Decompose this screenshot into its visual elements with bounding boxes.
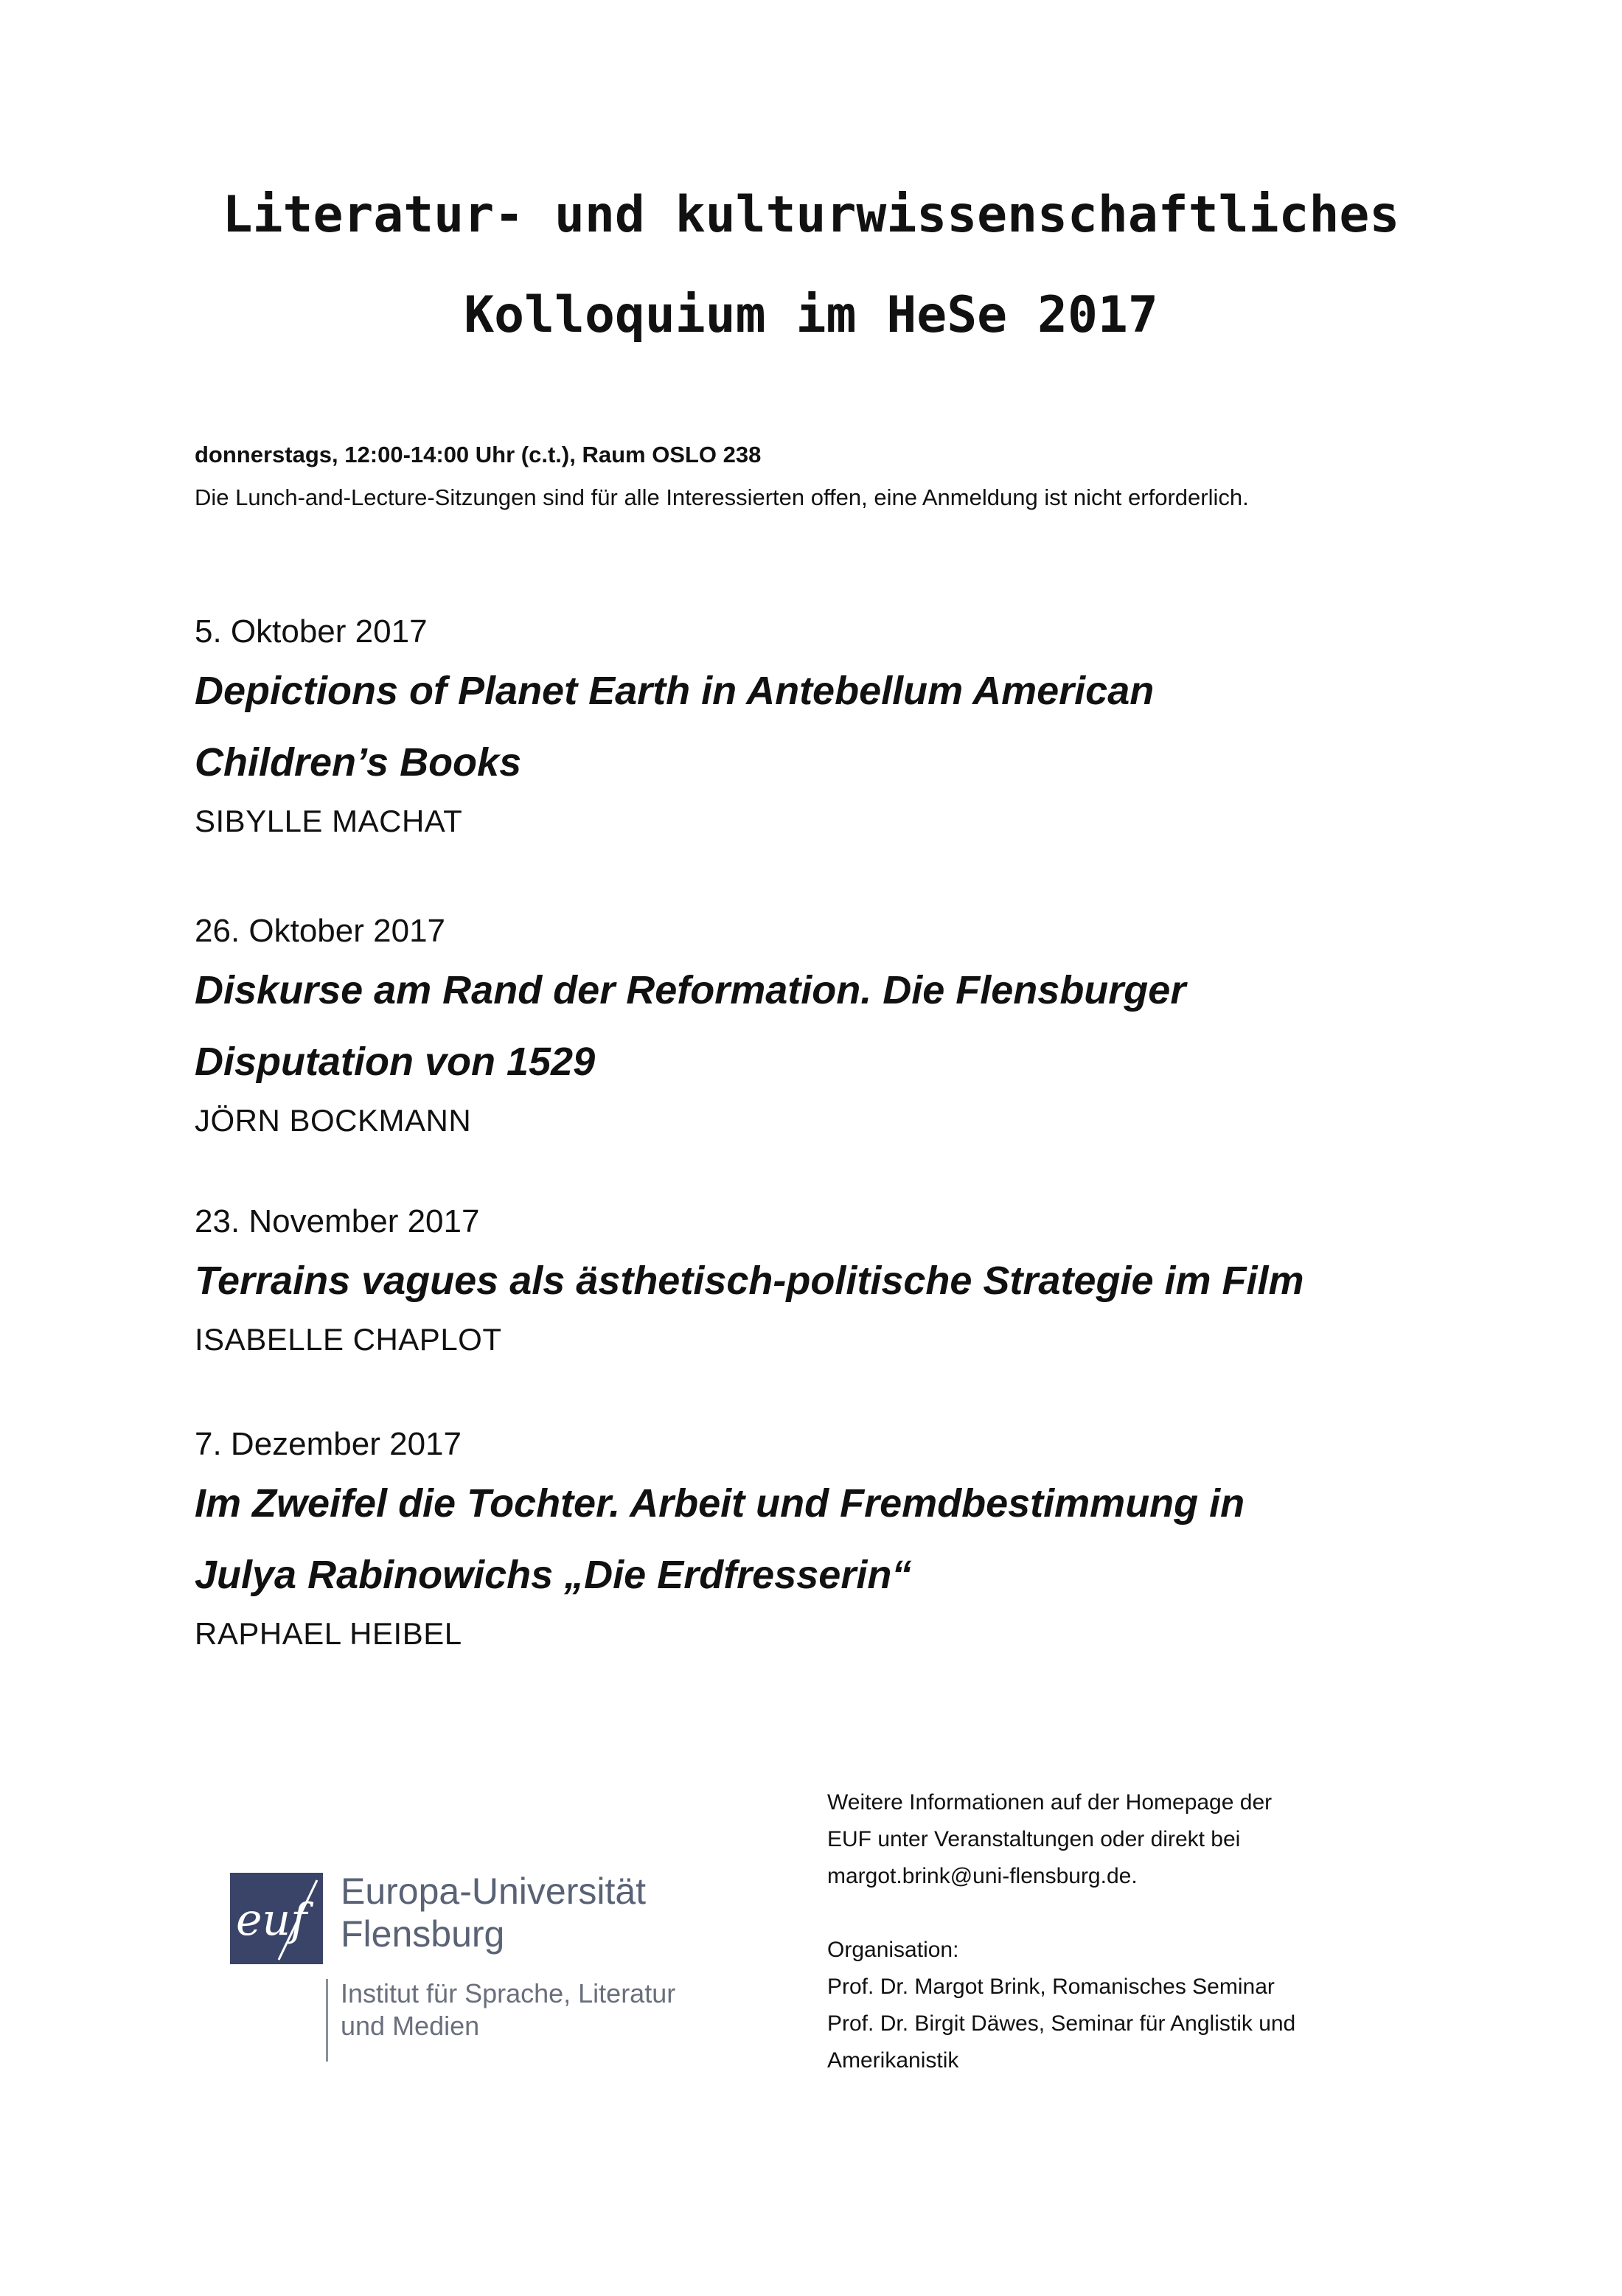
organiser: Prof. Dr. Birgit Däwes, Seminar für Anglistik und (827, 2011, 1296, 2036)
schedule-time: 12:00-14:00 Uhr (c.t.), Raum OSLO 238 (344, 442, 762, 467)
contact-info (827, 1784, 1447, 2079)
info-line: Weitere Informationen auf der Homepage der (827, 1790, 1273, 1815)
event-title-line-1: Depictions of Planet Earth in Antebellum American (195, 669, 1155, 713)
event-4 (195, 1422, 1463, 1656)
event-3 (195, 1199, 1463, 1362)
page-title-line-1: Literatur- und kulturwissenschaftliches (222, 186, 1400, 244)
intro-note: Die Lunch-and-Lecture-Sitzungen sind für alle Interessierten offen, eine Anmeldung ist nicht erforderlich. (195, 484, 1249, 510)
event-speaker: ISABELLE CHAPLOT (195, 1322, 502, 1357)
svg-text:euf: euf (236, 1894, 307, 1946)
organiser: Prof. Dr. Margot Brink, Romanisches Seminar (827, 1975, 1275, 1999)
event-2 (195, 908, 1463, 1143)
university-logo (230, 1870, 717, 2054)
page-title-line-2: Kolloquium im HeSe 2017 (464, 286, 1158, 344)
event-date: 26. Oktober 2017 (195, 913, 446, 949)
event-title-line-1: Terrains vagues als ästhetisch-politische Strategie im Film (195, 1259, 1304, 1303)
logo-divider (326, 1979, 328, 2062)
event-date: 23. November 2017 (195, 1203, 480, 1239)
event-speaker: RAPHAEL HEIBEL (195, 1616, 462, 1651)
contact-email: margot.brink@uni-flensburg.de. (827, 1864, 1138, 1888)
event-title-line-2: Disputation von 1529 (195, 1040, 596, 1084)
schedule-line (195, 434, 1419, 476)
logo-university-name: Europa-Universität Flensburg (341, 1871, 647, 1955)
organisation-label: Organisation: (827, 1938, 959, 1962)
schedule-day: donnerstags, (195, 442, 338, 467)
event-speaker: JÖRN BOCKMANN (195, 1103, 472, 1138)
event-title-line-1: Im Zweifel die Tochter. Arbeit und Fremdbestimmung in (195, 1481, 1245, 1526)
event-title-line-2: Julya Rabinowichs „Die Erdfresserin“ (195, 1553, 912, 1597)
euf-logo-icon (230, 1873, 323, 1964)
organiser-continued: Amerikanistik (827, 2048, 959, 2073)
event-speaker: SIBYLLE MACHAT (195, 804, 463, 838)
info-line: EUF unter Veranstaltungen oder direkt bei (827, 1827, 1241, 1851)
event-date: 5. Oktober 2017 (195, 613, 428, 650)
event-date: 7. Dezember 2017 (195, 1426, 462, 1462)
event-title-line-1: Diskurse am Rand der Reformation. Die Flensburger (195, 968, 1186, 1012)
event-title-line-2: Children’s Books (195, 740, 522, 785)
event-1 (195, 609, 1463, 843)
logo-institute-name: Institut für Sprache, Literatur und Medien (341, 1978, 676, 2041)
